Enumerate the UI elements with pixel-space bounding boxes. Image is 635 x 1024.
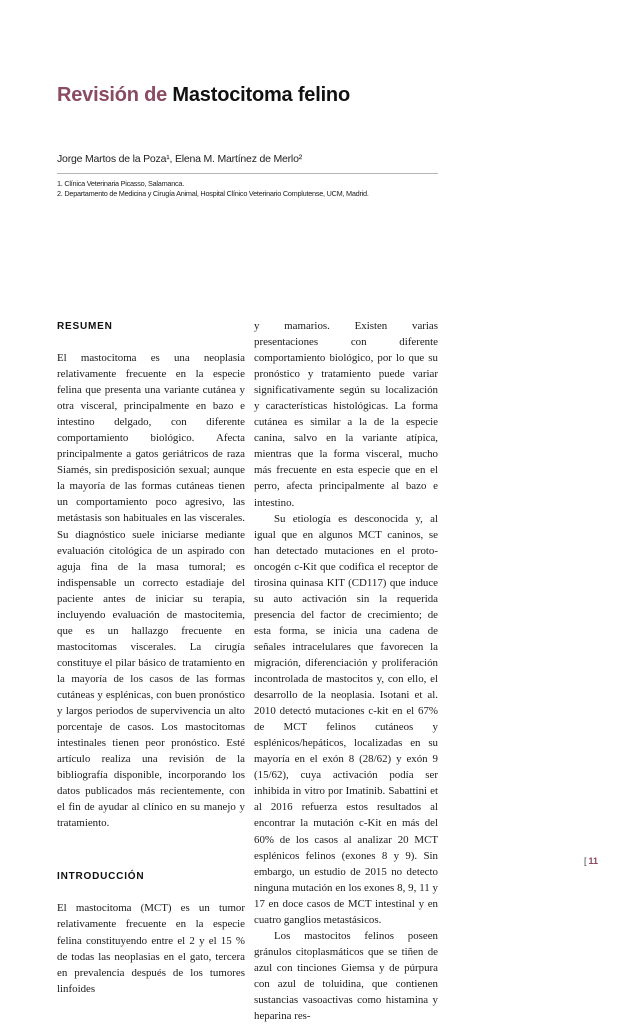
abstract-paragraph: El mastocitoma es una neoplasia relativamente frecuente en la especie felina que presenta una variante cutánea y otra visceral, principalmente en bazo e intestino delgado, con diferente comportamiento biológico. Afecta principalmente a gatos geriátricos de raza Siamés, sin predisposición sexual; aunque la mayoría de las formas cutáneas tienen un comportamiento poco agresivo, las metástasis son habituales en las viscerales. Su diagnóstico suele iniciarse mediante evaluación citológica de un aspirado con aguja fina de la masa tumoral; es indispensable un correcto estadiaje del paciente antes de iniciar su terapia, incluyendo evaluación de mastocitemia, que es un hallazgo frecuente en mastocitomas viscerales. La cirugía constituye el pilar básico de tratamiento en la mayoría de los casos de las formas cutáneas y esplénicas, con buen pronóstico y largos periodos de supervivencia un alto porcentaje de casos. Los mastocitomas intestinales tienen peor pronóstico. Esté artículo realiza una revisión de la bibliografía disponible, incorporando los datos publicados más recientemente, con el fin de ayudar al clínico en su manejo y tratamiento. [57,352,245,830]
spacer [57,884,245,900]
article-title [57,84,350,107]
title-main: Mastocitoma felino [172,84,350,106]
intro-paragraph-1-end: y mamarios. Existen varias presentaciones con diferente comportamiento biológico, por lo que su pronóstico y tratamiento puede variar significativamente según su localización y características histológicas. La forma cutánea es similar a la de la especie canina, salvo en la variante atípica, mientras que la forma visceral, mucho más frecuente en esta especie que en el perro, afecta principalmente al bazo e intestino. [254,320,438,509]
title-prefix: Revisión de [57,84,168,106]
affiliation-2: 2. Departamento de Medicina y Cirugía Animal, Hospital Clínico Veterinario Complutense, UCM, Madrid. [57,189,369,198]
header-divider [57,173,438,174]
page-number-value: 11 [588,856,599,866]
left-column [57,318,245,997]
intro-paragraph-3: Los mastocitos felinos poseen gránulos citoplasmáticos que se tiñen de azul con tinciones Giemsa y de púrpura con azul de toluidina, que contienen sustancias vasoactivas como histamina y heparina res- [254,929,438,1023]
affiliations [57,179,369,199]
intro-paragraph-1-start: El mastocitoma (MCT) es un tumor relativamente frecuente en la especie felina constituyendo entre el 2 y el 15 % de todas las neoplasias en el gato, tercera en prevalencia después de los tumores linfoides [57,902,245,995]
right-column [254,318,438,1024]
spacer [57,831,245,868]
page-number [584,856,598,866]
page-bracket: [ [584,856,587,866]
authors-line: Jorge Martos de la Poza¹, Elena M. Martínez de Merlo² [57,153,303,165]
affiliation-1: 1. Clínica Veterinaria Picasso, Salamanca. [57,179,184,188]
section-heading-resumen: RESUMEN [57,321,113,332]
spacer [57,334,245,350]
intro-paragraph-2: Su etiología es desconocida y, al igual que en algunos MCT caninos, se han detectado mutaciones en el proto-oncogén c-Kit que codifica el receptor de tirosina quinasa KIT (CD117) que induce su auto activación sin la requerida presencia del factor de crecimiento; de esta forma, se inicia una cadena de señales intracelulares que favorecen la migración, diferenciación y proliferación incontrolada de mastocitos y, con ello, el desarrollo de la neoplasia. Isotani et al. 2010 detectó mutaciones c-kit en el 67% de MCT felinos cutáneos y esplénicos/hepáticos, localizadas en su mayoría en el exón 8 (28/62) y exón 9 (15/62), cuya activación podía ser inhibida in vitro por Imatinib. Sabattini et al 2016 refuerza estos resultados al encontrar la mutación c-Kit en más del 60% de los casos al analizar 20 MCT esplénicos felinos (exones 8 y 9). Sin embargo, un estudio de 2015 no detecto ninguna mutación en los exones 8, 9, 11 y 17 en doce casos de MCT intestinal y en cuatro ganglios metastásicos. [254,512,438,926]
section-heading-introduccion: INTRODUCCIÓN [57,871,145,883]
